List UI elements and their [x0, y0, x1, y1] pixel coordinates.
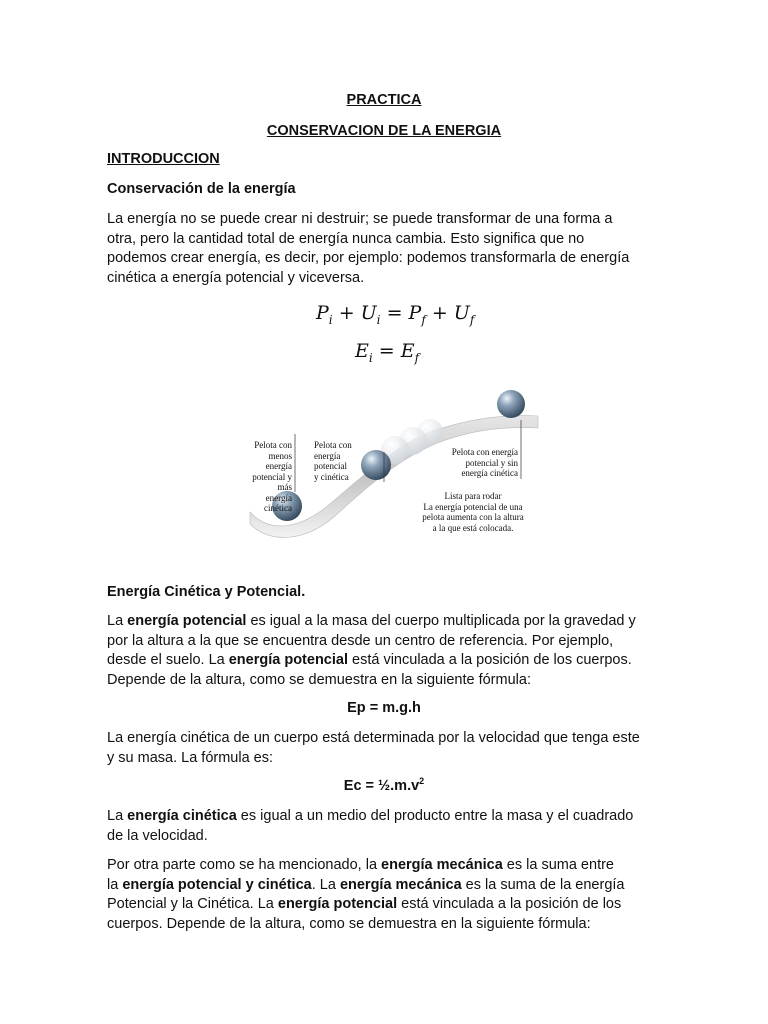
figure-label-middle-ball: Pelota con energía potencial y cinética — [314, 440, 352, 482]
figure-label-low-ball: Pelota con menos energía potencial y más energía cinética — [252, 440, 292, 513]
section-heading-intro: INTRODUCCION — [107, 151, 220, 167]
paragraph-mechanical: Por otra parte como se ha mencionado, la energía mecánica es la suma entre la energía potencial y cinética. La energía mecánica es la suma de la energía Potencial y la Cinética. La energía potencial está vinculada a la posición de los cuerpos. Depende de la altura, como se demuestra en la siguiente fórmula: — [107, 857, 625, 932]
paragraph-conservation — [107, 210, 667, 288]
paragraph-kinetic-definition: La energía cinética es igual a un medio del producto entre la masa y el cuadrado de la velocidad. — [107, 808, 634, 844]
figure-rolling-ball — [230, 384, 550, 544]
formula-kinetic-energy: $Ec = \frac{1}{2}.m.v^2$ — [343, 776, 425, 794]
heading-kinetic-potential: Energía Cinética y Potencial. — [107, 584, 306, 600]
paragraph-kinetic: La energía cinética de un cuerpo está determinada por la velocidad que tenga este y su masa. La fórmula es: — [107, 730, 640, 766]
equation-energy-conservation: $P_i + U_i = P_f + U_f$ — [316, 302, 475, 327]
paragraph-potential: La energía potencial es igual a la masa del cuerpo multiplicada por la gravedad y por la altura a la que se encuentra desde un centro de referencia. Por ejemplo, desde el suelo. La energía potencial está vinculada a la posición de los cuerpos. Depende de la altura, como se demuestra en la siguiente fórmula: — [107, 613, 636, 688]
paragraph-line: otra, pero la cantidad total de energía nunca cambia. Esto significa que no — [107, 230, 585, 247]
formula-potential-energy: Ep = m.g.h — [347, 700, 421, 716]
ball-top — [497, 390, 525, 418]
paragraph-line: cinética a energía potencial y viceversa. — [107, 269, 365, 286]
paragraph-line: La energía no se puede crear ni destruir; se puede transformar de una forma a — [107, 211, 613, 227]
page-title: PRACTICA — [346, 92, 422, 108]
figure-label-top-ball: Pelota con energía potencial y sin energía cinética — [451, 447, 518, 478]
ball-middle — [361, 450, 391, 480]
equation-energy-equality: $E_i = E_f$ — [355, 340, 420, 365]
heading-conservation: Conservación de la energía — [107, 181, 296, 197]
page-subtitle: CONSERVACION DE LA ENERGIA — [266, 123, 502, 139]
paragraph-line: podemos crear energía, es decir, por ejemplo: podemos transformarla de energía — [107, 250, 630, 266]
figure-caption: Lista para rodar La energía potencial de una pelota aumenta con la altura a la que está colocada. — [422, 491, 524, 533]
